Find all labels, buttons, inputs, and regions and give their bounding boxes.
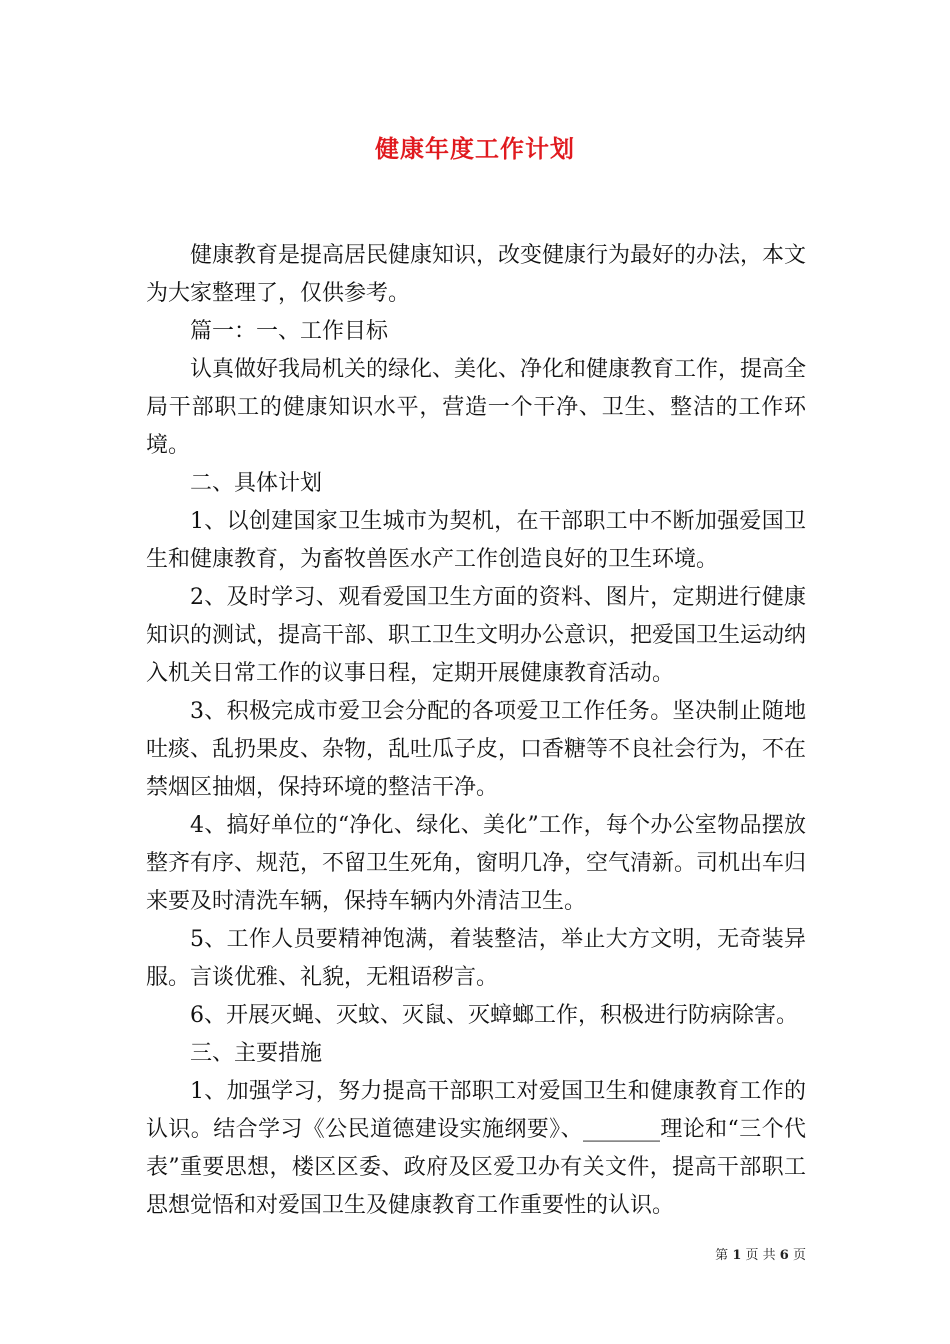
measure-item-1: 1、加强学习，努力提高干部职工对爱国卫生和健康教育工作的认识。结合学习《公民道德建设实施纲要》、_______理论和“三个代表”重要思想，楼区区委、政府及区爱卫办有关文件，提高干部职工思想觉悟和对爱国卫生及健康教育工作重要性的认识。	[146, 1079, 806, 1218]
paragraph-intro: 健康教育是提高居民健康知识，改变健康行为最好的办法，本文为大家整理了，仅供参考。	[146, 243, 807, 306]
footer-middle: 页 共	[745, 1248, 776, 1263]
footer-current-page: 1	[732, 1248, 742, 1263]
document-title: 健康年度工作计划	[375, 134, 575, 163]
plan-item-4: 4、搞好单位的“净化、绿化、美化”工作，每个办公室物品摆放整齐有序、规范，不留卫生死角，窗明几净，空气清新。司机出车归来要及时清洗车辆，保持车辆内外清洁卫生。	[146, 813, 807, 914]
plan-item-2: 2、及时学习、观看爱国卫生方面的资料、图片，定期进行健康知识的测试，提高干部、职工卫生文明办公意识，把爱国卫生运动纳入机关日常工作的议事日程，定期开展健康教育活动。	[146, 585, 807, 686]
plan-item-3: 3、积极完成市爱卫会分配的各项爱卫工作任务。坚决制止随地吐痰、乱扔果皮、杂物，乱吐瓜子皮，口香糖等不良社会行为，不在禁烟区抽烟，保持环境的整洁干净。	[146, 699, 807, 800]
paragraph-work-goal: 认真做好我局机关的绿化、美化、净化和健康教育工作，提高全局干部职工的健康知识水平，营造一个干净、卫生、整洁的工作环境。	[146, 357, 807, 458]
plan-item-6: 6、开展灭蝇、灭蚊、灭鼠、灭蟑螂工作，积极进行防病除害。	[190, 1003, 798, 1028]
page-number-footer	[700, 1247, 806, 1265]
plan-item-1: 1、以创建国家卫生城市为契机，在干部职工中不断加强爱国卫生和健康教育，为畜牧兽医水产工作创造良好的卫生环境。	[146, 509, 806, 572]
footer-suffix: 页	[792, 1248, 806, 1263]
footer-total-pages: 6	[779, 1248, 789, 1263]
document-body	[146, 237, 806, 1225]
heading-specific-plan: 二、具体计划	[190, 471, 323, 496]
footer-prefix: 第	[715, 1248, 729, 1263]
heading-main-measures: 三、主要措施	[190, 1041, 323, 1066]
plan-item-5: 5、工作人员要精神饱满，着装整洁，举止大方文明，无奇装异服。言谈优雅、礼貌，无粗语秽言。	[146, 927, 806, 990]
heading-work-goal: 篇一：一、工作目标	[190, 319, 389, 344]
